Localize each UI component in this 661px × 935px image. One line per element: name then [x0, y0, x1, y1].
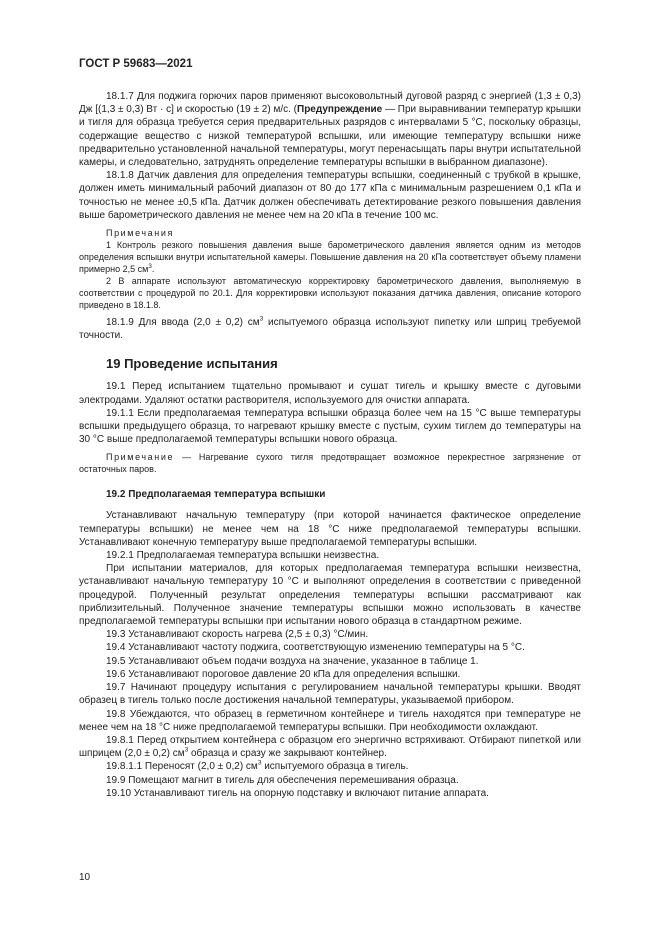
page-number: 10 [79, 872, 91, 883]
warning-label: Предупреждение [297, 104, 383, 116]
paragraph-18-1-9-text-b: испытуемого образца используют пипетку или шприц требуемой точности. [79, 317, 582, 342]
note-19-label: Примечание [106, 452, 175, 463]
paragraph-19-8: 19.8 Убеждаются, что образец в герметичном контейнере и тигель находятся при температуре не менее чем на 18 °C ниже предполагаемой температуры вспышки. При необходимости охлаждают. [79, 708, 581, 733]
note-1-superscript: 3 [148, 263, 152, 271]
paragraph-18-1-9-superscript: 3 [259, 315, 264, 323]
paragraph-18-1-9-text-a: 18.1.9 Для ввода (2,0 ± 0,2) см [106, 317, 260, 329]
note-19-text: — Нагревание сухого тигля предотвращает возможное перекрестное загрязнение от остаточных паров. [79, 452, 581, 475]
document-header: ГОСТ Р 59683—2021 [79, 58, 193, 70]
paragraph-19-2-1-body: При испытании материалов, для которых предполагаемая температура вспышки неизвестна, устанавливают начальную температуру 10 °C и выполняют определения в соответствии с приведенной процедурой. Полученный результат определения температуры вспышки рассматривают как приблизительный. Полученное значение температуры вспышки можно использовать в качестве предполагаемой температуры вспышки при испытании нового образца в стандартном режиме. [79, 563, 581, 628]
paragraph-18-1-7 [79, 90, 581, 169]
paragraph-19-6: 19.6 Устанавливают пороговое давление 20 кПа для определения вспышки. [106, 668, 461, 680]
notes-title: Примечания [106, 228, 174, 239]
paragraph-19-8-1-superscript: 3 [184, 746, 189, 754]
paragraph-19-8-1-1-superscript: 3 [257, 759, 262, 767]
paragraph-19-4: 19.4 Устанавливают частоту поджига, соответствующую изменению температуры на 5 °C. [106, 642, 525, 654]
paragraph-19-5: 19.5 Устанавливают объем подачи воздуха на значение, указанное в таблице 1. [106, 655, 479, 667]
section-19-heading: 19 Проведение испытания [106, 356, 278, 372]
paragraph-19-2-body: Устанавливают начальную температуру (при которой начинается фактическое определение температуры вспышки) не менее чем на 18 °C ниже предполагаемой температуры вспышки. Устанавливают конечную температуру выше предполагаемой температуры вспышки. [79, 510, 581, 548]
note-1 [79, 239, 581, 275]
paragraph-19-10: 19.10 Устанавливают тигель на опорную подставку и включают питание аппарата. [106, 787, 489, 799]
paragraph-19-7: 19.7 Начинают процедуру испытания с регулированием начальной температуры крышки. Вводят образец в тигель только после достижения начальной температуры, указываемой прибором. [79, 682, 581, 707]
paragraph-18-1-7-text-a: 18.1.7 Для поджига горючих паров применяют высоковольтный дуговой разряд с энергией (1,3 ± 0,3) Дж [(1,3 ± 0,3) Вт · с] и скоростью (19 ± 2) м/с. ( [79, 91, 581, 116]
paragraph-19-1-1: 19.1.1 Если предполагаемая температура вспышки образца более чем на 15 °C выше температуры вспышки предыдущего образца, то нагревают крышку вместе с пустым, сухим тиглем до температуры на 30 °C выше предполагаемой температуры вспышки нового образца. [79, 407, 581, 446]
paragraph-19-8-1-1-text-a: 19.8.1.1 Переносят (2,0 ± 0,2) см [106, 761, 258, 773]
paragraph-19-2-1: 19.2.1 Предполагаемая температура вспышки неизвестна. [106, 550, 380, 562]
section-19-2-heading: 19.2 Предполагаемая температура вспышки [106, 489, 326, 501]
paragraph-19-1: 19.1 Перед испытанием тщательно промывают и сушат тигель и крышку вместе с дуговыми электродами. Удаляют остатки растворителя, используемого для очистки аппарата. [79, 381, 581, 406]
paragraph-19-8-1-text-b: образца и сразу же закрывают контейнер. [188, 748, 387, 760]
note-1-text-a: 1 Контроль резкого повышения давления выше барометрического давления является одним из методов определения вспышки внутри испытательной камеры. Повышение давления на 20 кПа соответствует объему пламени примерно 2,5 см [79, 240, 581, 275]
page-content [79, 90, 581, 800]
paragraph-18-1-8: 18.1.8 Датчик давления для определения температуры вспышки, соединенный с трубкой в крышке, должен иметь минимальный рабочий диапазон от 80 до 177 кПа с минимальным разрешением 0,1 кПа и точностью не менее ±0,5 кПа. Датчик должен обеспечивать детектирование резкого повышения давления выше барометрического давления не менее чем на 20 кПа в течение 100 мс. [79, 170, 581, 221]
paragraph-19-8-1-1-text-b: испытуемого образца в тигель. [261, 761, 409, 773]
paragraph-19-8-1 [79, 734, 581, 760]
paragraph-18-1-7-text-b: — При выравнивании температур крышки и тигля для образца требуется серия предварительных разрядов с интервалами 5 °C, поскольку образцы, содержащие вещество с низкой температурой вспышки, или имеющие температуру вспышки ниже предварительно установленной начальной температуры, могут перенасыщать пары внутри испытательной камеры, и следовательно, затруднять определение температуры вспышки в выбранном диапазоне). [79, 104, 582, 169]
paragraph-19-8-1-1 [79, 760, 581, 773]
note-2: 2 В аппарате используют автоматическую корректировку барометрического давления, выполняемую в соответствии с процедурой по 20.1. Для корректировки используют показания датчика давления, описание которого приведено в 18.1.8. [79, 276, 581, 311]
paragraph-19-3: 19.3 Устанавливают скорость нагрева (2,5 ± 0,3) °C/мин. [106, 629, 369, 641]
note-19 [79, 451, 581, 475]
paragraph-19-9: 19.9 Помещают магнит в тигель для обеспечения перемешивания образца. [106, 774, 459, 786]
note-1-text-b: . [151, 264, 155, 275]
paragraph-19-8-1-text-a: 19.8.1 Перед открытием контейнера с образцом его энергично встряхивают. Отбирают пипеткой или шприцем (2,0 ± 0,2) см [79, 734, 581, 760]
paragraph-18-1-9 [79, 316, 581, 342]
